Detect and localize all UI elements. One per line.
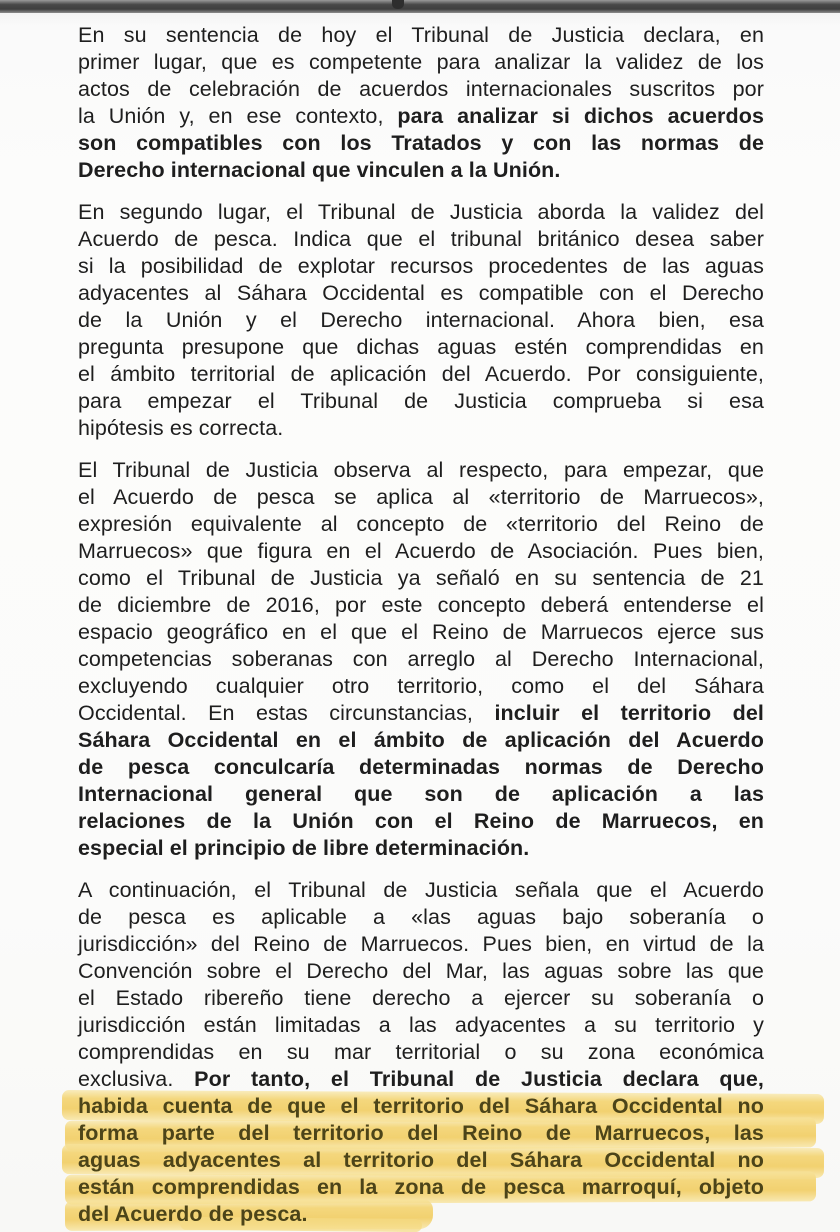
text-line xyxy=(78,754,764,781)
text-run: hipótesis es correcta. xyxy=(78,416,284,440)
text-run: expresión equivalente al concepto de «territorio del Reino de xyxy=(78,512,764,536)
scan-top-edge xyxy=(0,0,840,13)
text-line xyxy=(78,1039,764,1066)
text-run: para empezar el Tribunal de Justicia comprueba si esa xyxy=(78,389,764,413)
text-run: Marruecos» que figura en el Acuerdo de Asociación. Pues bien, xyxy=(78,539,764,563)
text-line xyxy=(78,361,764,388)
text-line xyxy=(78,253,764,280)
bold-run: para analizar si dichos acuerdos xyxy=(397,104,764,128)
text-run: el Acuerdo de pesca se aplica al «territorio de Marruecos», xyxy=(78,485,764,509)
text-line xyxy=(78,76,764,103)
text-line xyxy=(78,700,764,727)
text-run: En su sentencia de hoy el Tribunal de Justicia declara, en xyxy=(78,23,764,47)
bold-run: especial el principio de libre determinación. xyxy=(78,836,530,860)
paragraph xyxy=(78,22,764,184)
text-line xyxy=(78,646,764,673)
text-run: A continuación, el Tribunal de Justicia señala que el Acuerdo xyxy=(78,878,764,902)
text-run: jurisdicción están limitadas a las adyacentes a su territorio y xyxy=(78,1013,764,1037)
text-run: de diciembre de 2016, por este concepto deberá entenderse el xyxy=(78,593,764,617)
highlighted-line xyxy=(78,1093,764,1120)
highlighted-line xyxy=(78,1201,764,1228)
text-run: Occidental. En estas circunstancias, xyxy=(78,701,495,725)
text-line xyxy=(78,49,764,76)
text-line xyxy=(78,835,764,862)
text-line xyxy=(78,415,764,442)
text-line xyxy=(78,958,764,985)
text-run: si la posibilidad de explotar recursos procedentes de las aguas xyxy=(78,254,764,278)
bold-run: relaciones de la Unión con el Reino de Marruecos, en xyxy=(78,809,764,833)
text-line xyxy=(78,280,764,307)
text-run: comprendidas en su mar territorial o su zona económica xyxy=(78,1040,764,1064)
text-line xyxy=(78,592,764,619)
text-line xyxy=(78,1066,764,1093)
text-line xyxy=(78,226,764,253)
text-line xyxy=(78,103,764,130)
text-line xyxy=(78,619,764,646)
text-line xyxy=(78,130,764,157)
bold-run: son compatibles con los Tratados y con las normas de xyxy=(78,131,764,155)
text-run: jurisdicción» del Reino de Marruecos. Pues bien, en virtud de la xyxy=(78,932,764,956)
text-line xyxy=(78,307,764,334)
bold-run: Derecho internacional que vinculen a la Unión. xyxy=(78,158,561,182)
text-run: exclusiva. xyxy=(78,1067,195,1091)
text-line xyxy=(78,808,764,835)
text-run: como el Tribunal de Justicia ya señaló en su sentencia de 21 xyxy=(78,566,764,590)
text-line xyxy=(78,931,764,958)
bold-run: están comprendidas en la zona de pesca marroquí, objeto xyxy=(78,1175,764,1199)
document-body xyxy=(78,22,764,1228)
text-line xyxy=(78,538,764,565)
text-run: competencias soberanas con arreglo al Derecho Internacional, xyxy=(78,647,764,671)
text-line xyxy=(78,388,764,415)
text-run: la Unión y, en ese contexto, xyxy=(78,104,398,128)
scan-top-notch xyxy=(392,0,404,9)
bold-run: del Acuerdo de pesca. xyxy=(78,1202,308,1226)
text-run: El Tribunal de Justicia observa al respecto, para empezar, que xyxy=(78,458,764,482)
highlighted-line xyxy=(78,1174,764,1201)
text-line xyxy=(78,199,764,226)
text-line xyxy=(78,727,764,754)
text-run: excluyendo cualquier otro territorio, como el del Sáhara xyxy=(78,674,764,698)
text-line xyxy=(78,484,764,511)
text-run: Convención sobre el Derecho del Mar, las aguas sobre las que xyxy=(78,959,764,983)
text-line xyxy=(78,22,764,49)
paragraph xyxy=(78,199,764,442)
text-line xyxy=(78,157,764,184)
text-line xyxy=(78,673,764,700)
text-run: actos de celebración de acuerdos internacionales suscritos por xyxy=(78,77,764,101)
bold-run: de pesca conculcaría determinadas normas de Derecho xyxy=(78,755,764,779)
text-run: el ámbito territorial de aplicación del Acuerdo. Por consiguiente, xyxy=(78,362,764,386)
text-run: primer lugar, que es competente para analizar la validez de los xyxy=(78,50,764,74)
bold-run: Por tanto, el Tribunal de Justicia declara que, xyxy=(194,1067,764,1091)
bold-run: Sáhara Occidental en el ámbito de aplicación del Acuerdo xyxy=(78,728,764,752)
text-run: Acuerdo de pesca. Indica que el tribunal británico desea saber xyxy=(78,227,764,251)
text-run: espacio geográfico en el que el Reino de Marruecos ejerce sus xyxy=(78,620,764,644)
text-run: de pesca es aplicable a «las aguas bajo soberanía o xyxy=(78,905,764,929)
text-line xyxy=(78,1012,764,1039)
text-line xyxy=(78,511,764,538)
text-run: En segundo lugar, el Tribunal de Justicia aborda la validez del xyxy=(78,200,764,224)
paragraph xyxy=(78,457,764,862)
bold-run: Internacional general que son de aplicación a las xyxy=(78,782,764,806)
text-run: adyacentes al Sáhara Occidental es compatible con el Derecho xyxy=(78,281,764,305)
text-line xyxy=(78,457,764,484)
text-line xyxy=(78,877,764,904)
text-line xyxy=(78,904,764,931)
text-line xyxy=(78,565,764,592)
text-line xyxy=(78,334,764,361)
text-line xyxy=(78,985,764,1012)
text-run: el Estado ribereño tiene derecho a ejercer su soberanía o xyxy=(78,986,764,1010)
paragraph xyxy=(78,877,764,1228)
text-run: de la Unión y el Derecho internacional. Ahora bien, esa xyxy=(78,308,764,332)
bold-run: forma parte del territorio del Reino de Marruecos, las xyxy=(78,1121,764,1145)
text-run: pregunta presupone que dichas aguas estén comprendidas en xyxy=(78,335,764,359)
bold-run: aguas adyacentes al territorio del Sáhara Occidental no xyxy=(78,1148,764,1172)
highlighted-line xyxy=(78,1120,764,1147)
bold-run: habida cuenta de que el territorio del Sáhara Occidental no xyxy=(78,1094,764,1118)
highlighted-line xyxy=(78,1147,764,1174)
bold-run: incluir el territorio del xyxy=(494,701,765,725)
text-line xyxy=(78,781,764,808)
